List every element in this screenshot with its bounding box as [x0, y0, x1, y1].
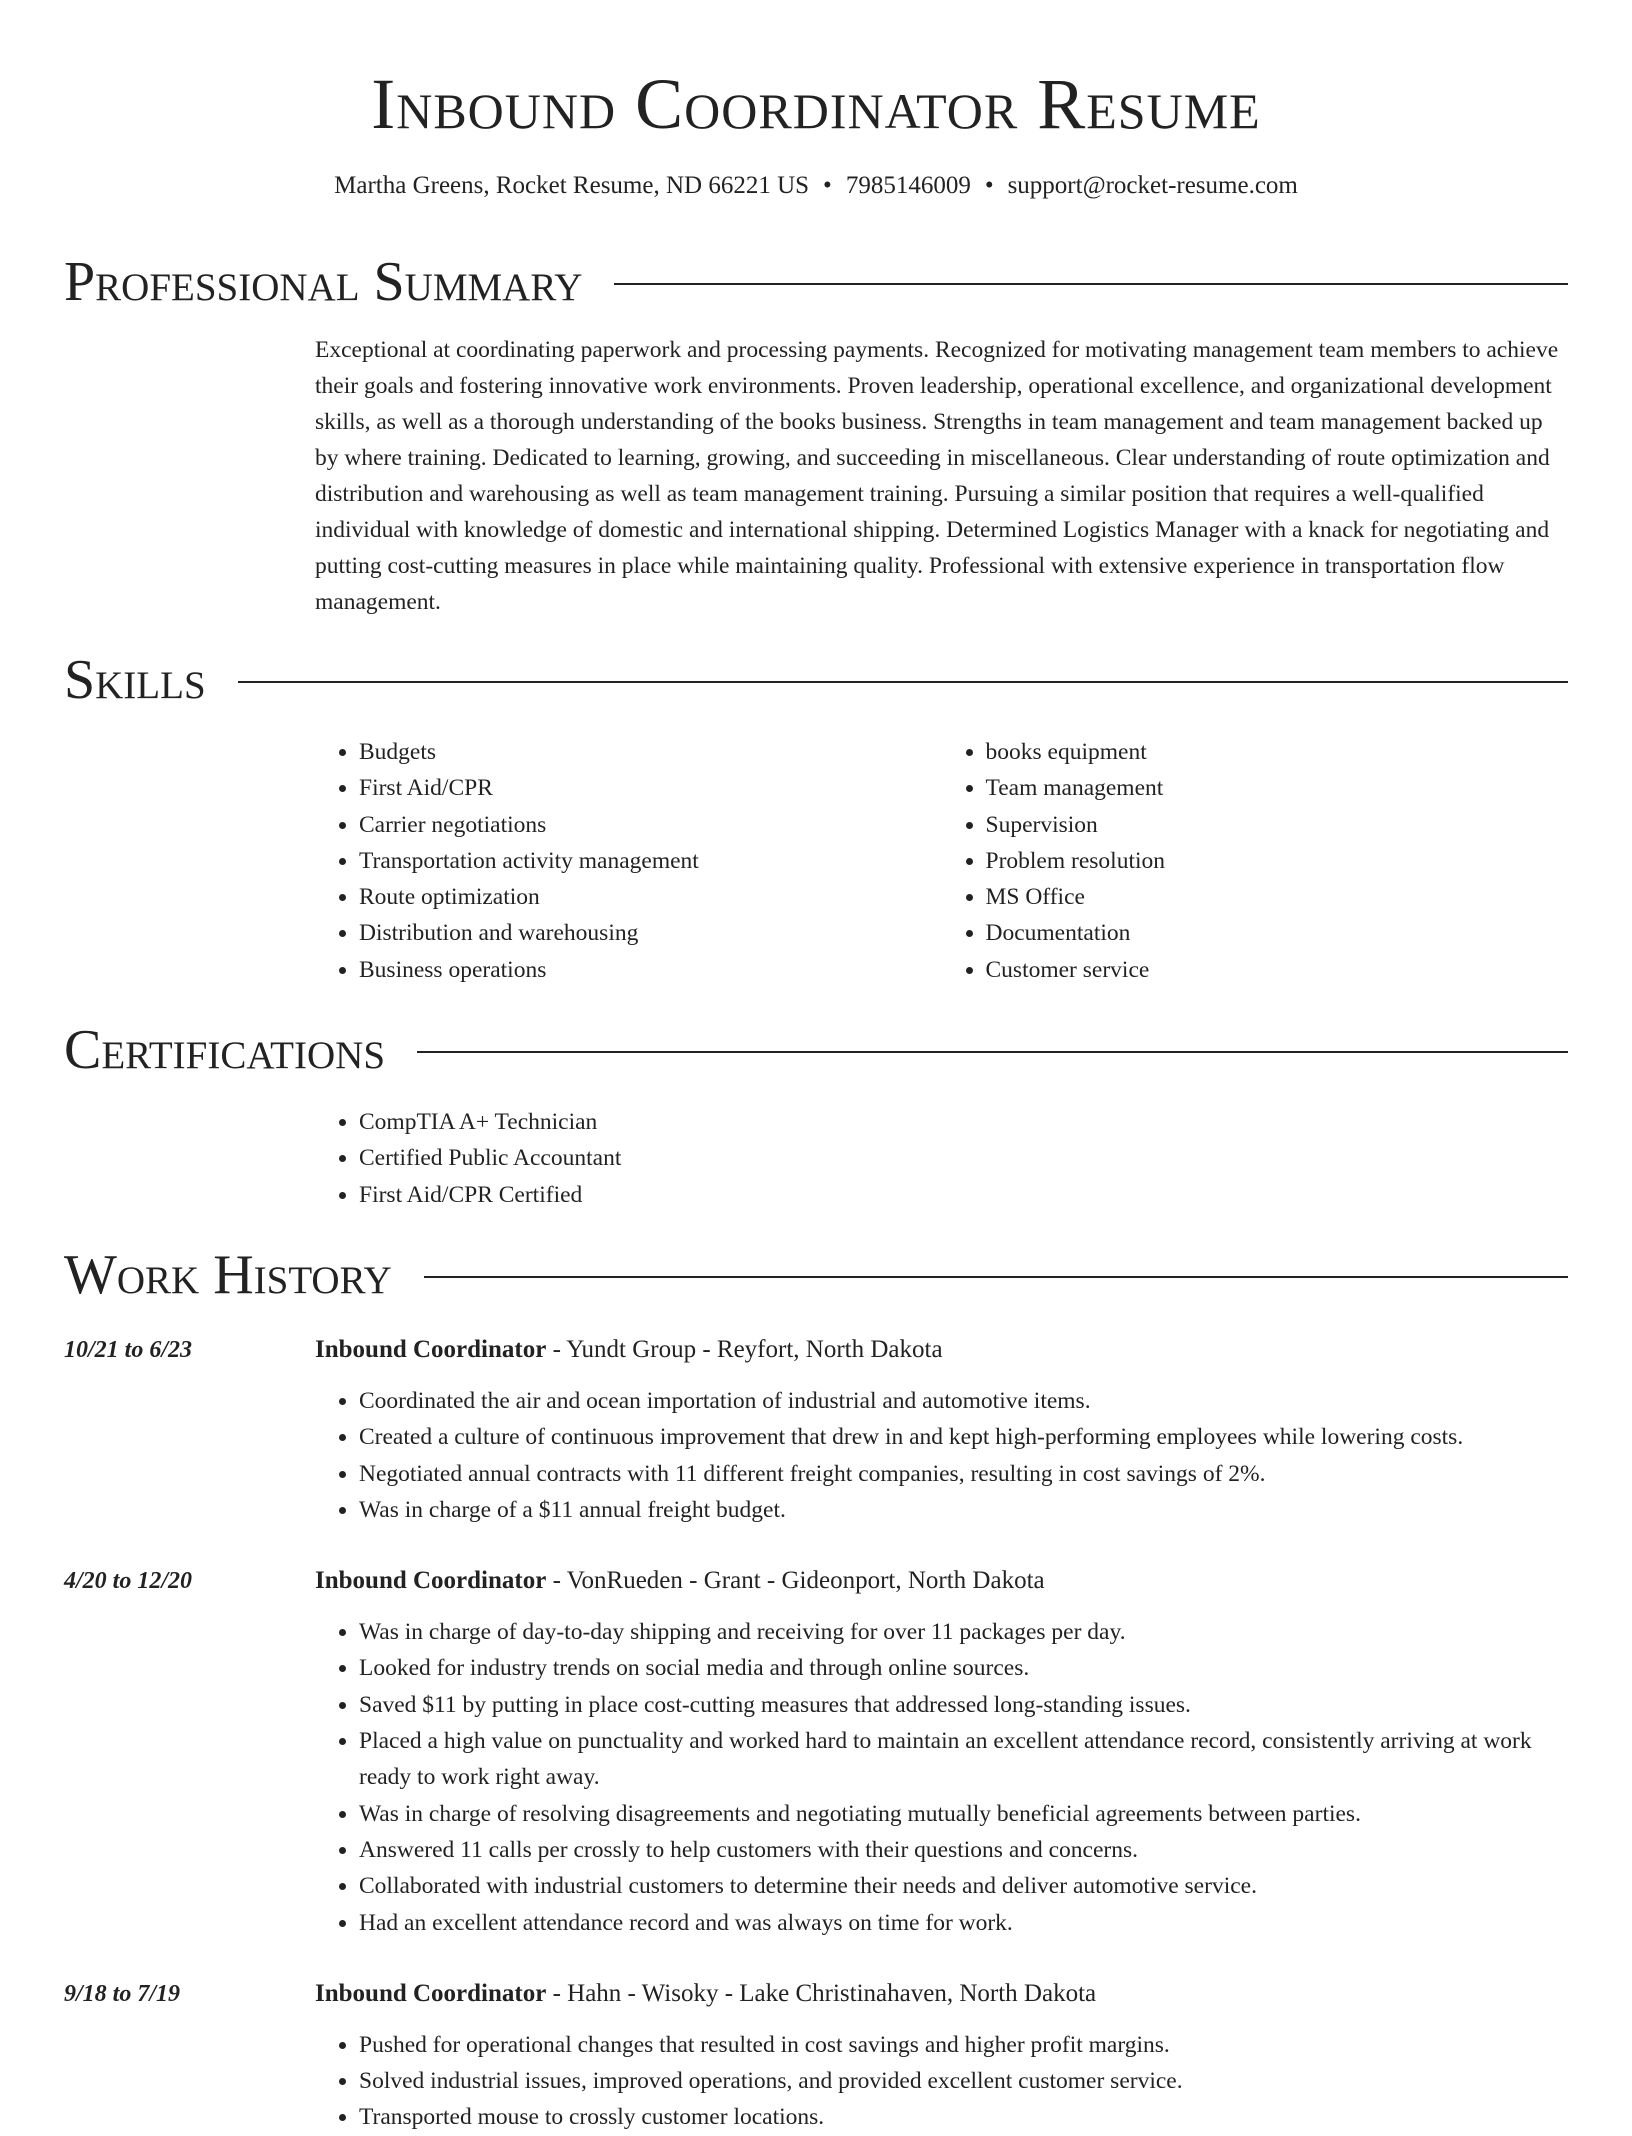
certifications-block [315, 1104, 1568, 1213]
list-item: • Pushed for operational changes that resulted in cost savings and higher profit margins. [359, 2027, 1568, 2063]
list-item: • Customer service [986, 952, 1569, 988]
list-item: • Looked for industry trends on social media and through online sources. [359, 1650, 1568, 1686]
list-item: • Saved $11 by putting in place cost-cutting measures that addressed long-standing issues. [359, 1687, 1568, 1723]
list-item: • Was in charge of a $11 annual freight budget. [359, 1492, 1568, 1528]
list-item: • books equipment [986, 734, 1569, 770]
list-item: • Distribution and warehousing [359, 915, 942, 951]
skills-grid [315, 734, 1568, 988]
list-item: • Collaborated with industrial customers to determine their needs and deliver automotive service. [359, 1868, 1568, 1904]
job-details: - VonRueden - Grant - Gideonport, North Dakota [546, 1567, 1045, 1595]
list-item: • Coordinated the air and ocean importation of industrial and automotive items. [359, 1383, 1568, 1419]
resume-page [64, 0, 1568, 2136]
list-item: • Route optimization [359, 879, 942, 915]
job-title: Inbound Coordinator [315, 1567, 547, 1595]
job-heading [315, 1564, 1045, 1598]
certifications-heading: Certifications [64, 1019, 386, 1082]
work-history-section-header [64, 1243, 1568, 1307]
summary-section-header [64, 250, 1568, 314]
list-item: • Negotiated annual contracts with 11 different freight companies, resulting in cost savings of 2%. [359, 1456, 1568, 1492]
list-item: • Carrier negotiations [359, 807, 942, 843]
job-bullets [315, 1383, 1568, 1528]
job-dates: 9/18 to 7/19 [64, 1980, 181, 2007]
job-header [64, 1977, 1568, 2011]
job-header [64, 1333, 1568, 1367]
skills-list-left [315, 734, 942, 988]
list-item: • Budgets [359, 734, 942, 770]
list-item: • Supervision [986, 807, 1569, 843]
list-item: • Answered 11 calls per crossly to help customers with their questions and concerns. [359, 1832, 1568, 1868]
list-item: • Created a culture of continuous improvement that drew in and kept high-performing employees while lowering costs. [359, 1419, 1568, 1455]
section-divider [614, 283, 1568, 285]
list-item: • First Aid/CPR Certified [359, 1177, 1568, 1213]
job-bullets [315, 2027, 1568, 2136]
work-history-heading: Work History [64, 1243, 392, 1306]
contact-separator: • [984, 172, 994, 199]
job-title: Inbound Coordinator [315, 1979, 547, 2007]
list-item: • Was in charge of day-to-day shipping and receiving for over 11 packages per day. [359, 1614, 1568, 1650]
list-item: • CompTIA A+ Technician [359, 1104, 1568, 1140]
certifications-section-header [64, 1018, 1568, 1082]
job-dates: 10/21 to 6/23 [64, 1336, 193, 1363]
list-item: • Was in charge of resolving disagreements and negotiating mutually beneficial agreements between parties. [359, 1796, 1568, 1832]
contact-separator: • [823, 172, 832, 199]
skills-section-header [64, 648, 1568, 712]
contact-phone: 7985146009 [845, 172, 971, 199]
job-bullets-wrap [315, 1383, 1568, 1528]
job-details: - Yundt Group - Reyfort, North Dakota [546, 1335, 943, 1363]
job-bullets-wrap [315, 2027, 1568, 2136]
job-dates: 4/20 to 12/20 [64, 1568, 193, 1595]
summary-heading: Professional Summary [64, 251, 583, 313]
list-item: • Had an excellent attendance record and was always on time for work. [359, 1905, 1568, 1941]
job-heading [315, 1977, 1096, 2011]
section-divider [417, 1051, 1568, 1053]
list-item: • First Aid/CPR [359, 770, 942, 806]
job-details: - Hahn - Wisoky - Lake Christinahaven, North Dakota [546, 1979, 1097, 2007]
list-item: • Placed a high value on punctuality and worked hard to maintain an excellent attendance record, consistently arriving at work ready to work right away. [359, 1723, 1568, 1796]
skills-list-right [942, 734, 1569, 988]
list-item: • Certified Public Accountant [359, 1140, 1568, 1176]
section-divider [424, 1276, 1568, 1278]
job-entry [64, 1564, 1568, 1941]
list-item: • Solved industrial issues, improved operations, and provided excellent customer service. [359, 2063, 1568, 2099]
job-title: Inbound Coordinator [315, 1335, 547, 1363]
skills-heading: Skills [64, 649, 206, 711]
resume-title: Inbound Coordinator Resume [371, 64, 1261, 144]
job-bullets-wrap [315, 1614, 1568, 1941]
job-heading [315, 1333, 943, 1367]
list-item: • MS Office [986, 879, 1569, 915]
list-item: • Transported mouse to crossly customer locations. [359, 2099, 1568, 2135]
list-item: • Team management [986, 770, 1569, 806]
contact-email: support@rocket-resume.com [1007, 172, 1298, 199]
certifications-list [315, 1104, 1568, 1213]
contact-address: Martha Greens, Rocket Resume, ND 66221 US [334, 172, 810, 199]
contact-line [64, 170, 1568, 202]
list-item: • Documentation [986, 915, 1569, 951]
list-item: • Transportation activity management [359, 843, 942, 879]
job-entry [64, 1333, 1568, 1528]
summary-text: Exceptional at coordinating paperwork and processing payments. Recognized for motivating management team members to achieve their goals and fostering innovative work environments. Proven leadership, operational excellence, and organizational development skills, as well as a thorough understanding of the books business. Strengths in team management and team management backed up by where training. Dedicated to learning, growing, and succeeding in miscellaneous. Clear understanding of route optimization and distribution and warehousing as well as team management training. Pursuing a similar position that requires a well-qualified individual with knowledge of domestic and international shipping. Determined Logistics Manager with a knack for negotiating and putting cost-cutting measures in place while maintaining quality. Professional with extensive experience in transportation flow management. [315, 337, 1559, 615]
section-divider [238, 681, 1568, 683]
list-item: • Business operations [359, 952, 942, 988]
job-header [64, 1564, 1568, 1598]
list-item: • Problem resolution [986, 843, 1569, 879]
job-bullets [315, 1614, 1568, 1941]
